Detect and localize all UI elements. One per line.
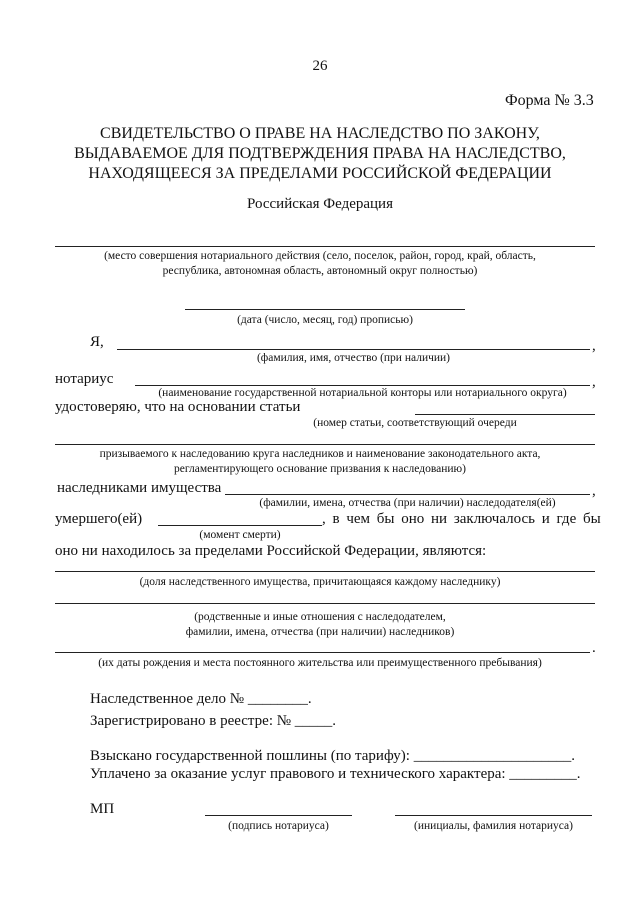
caption-signature: (подпись нотариуса) — [228, 820, 329, 832]
birth-field[interactable] — [55, 652, 590, 653]
initials-field[interactable] — [395, 815, 592, 816]
signature-field[interactable] — [205, 815, 352, 816]
caption-place-1: (место совершения нотариального действия (село, поселок, район, город, край, область, — [104, 250, 536, 262]
comma: , — [592, 374, 596, 390]
seal-label: МП — [90, 801, 115, 817]
caption-date: (дата (число, месяц, год) прописью) — [237, 314, 413, 326]
caption-birth: (их даты рождения и места постоянного жительства или преимущественного пребывания) — [98, 657, 542, 669]
title-line-2: ВЫДАВАЕМОЕ ДЛЯ ПОДТВЕРЖДЕНИЯ ПРАВА НА НАСЛЕДСТВО, — [74, 145, 566, 162]
caption-share: (доля наследственного имущества, причитающаяся каждому наследнику) — [139, 576, 501, 588]
date-field[interactable] — [185, 309, 465, 310]
case-number[interactable]: Наследственное дело № ________. — [90, 691, 312, 707]
article-cont-field[interactable] — [55, 444, 595, 445]
form-number: Форма № 3.3 — [505, 92, 594, 109]
caption-relations-2: фамилии, имена, отчества (при наличии) наследников) — [185, 626, 455, 638]
caption-fio: (фамилия, имя, отчество (при наличии) — [256, 352, 451, 364]
label-notary: нотариус — [55, 371, 114, 387]
comma: , — [592, 483, 596, 499]
place-field[interactable] — [55, 246, 595, 247]
testator-field[interactable] — [225, 494, 590, 495]
caption-death: (момент смерти) — [199, 529, 281, 541]
share-field[interactable] — [55, 571, 595, 572]
title-line-1: СВИДЕТЕЛЬСТВО О ПРАВЕ НА НАСЛЕДСТВО ПО ЗАКОНУ, — [100, 125, 540, 142]
dot: . — [592, 640, 596, 656]
comma: , — [592, 338, 596, 354]
registry-number[interactable]: Зарегистрировано в реестре: № _____. — [90, 713, 337, 729]
state-duty[interactable]: Взыскано государственной пошлины (по тарифу): _____________________. — [90, 748, 575, 764]
label-heirs: наследниками имущества — [57, 480, 222, 496]
label-deceased: умершего(ей) — [55, 511, 143, 527]
services-paid[interactable]: Уплачено за оказание услуг правового и технического характера: _________. — [90, 766, 581, 782]
title-line-3: НАХОДЯЩЕЕСЯ ЗА ПРЕДЕЛАМИ РОССИЙСКОЙ ФЕДЕРАЦИИ — [88, 165, 552, 182]
notary-name-field[interactable] — [117, 349, 590, 350]
article-field[interactable] — [415, 414, 595, 415]
page-number: 26 — [312, 58, 328, 74]
caption-office: (наименование государственной нотариальной конторы или нотариального округа) — [158, 387, 567, 399]
caption-relations-1: (родственные и иные отношения с наследодателем, — [194, 611, 446, 623]
label-certify: удостоверяю, что на основании статьи — [55, 399, 301, 415]
relations-field[interactable] — [55, 603, 595, 604]
label-wherever: , в чем бы оно ни заключалось и где бы — [322, 511, 601, 527]
label-located: оно ни находилось за пределами Российской Федерации, являются: — [55, 543, 487, 559]
caption-article: (номер статьи, соответствующий очереди — [313, 417, 517, 429]
caption-testator: (фамилии, имена, отчества (при наличии) наследодателя(ей) — [259, 497, 556, 509]
country: Российская Федерация — [247, 196, 393, 212]
caption-place-2: республика, автономная область, автономный округ полностью) — [162, 265, 478, 277]
label-i: Я, — [90, 334, 104, 350]
caption-initials: (инициалы, фамилия нотариуса) — [414, 820, 573, 832]
death-date-field[interactable] — [158, 525, 322, 526]
caption-article-cont-2: регламентирующего основание призвания к наследованию) — [174, 463, 466, 475]
caption-article-cont-1: призываемого к наследованию круга наследников и наименование законодательного акта, — [99, 448, 541, 460]
